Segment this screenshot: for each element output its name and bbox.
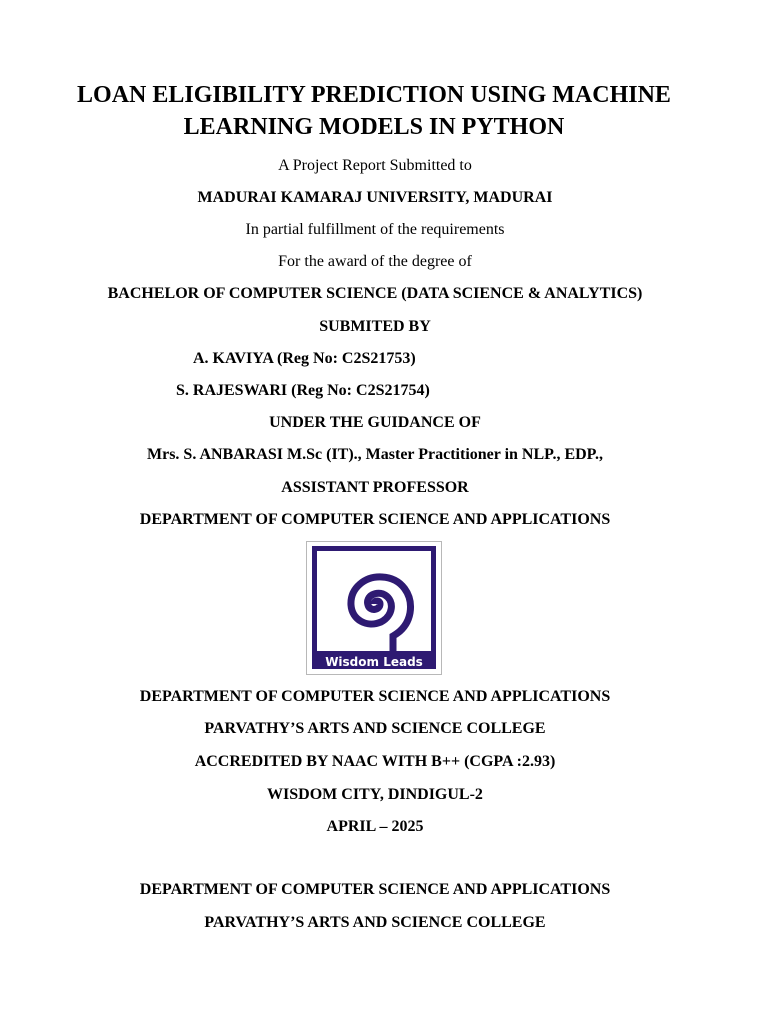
- report-title: [20, 79, 728, 143]
- student-2: S. RAJESWARI (Reg No: C2S21754): [176, 382, 430, 399]
- footer-college: PARVATHY’S ARTS AND SCIENCE COLLEGE: [204, 720, 546, 737]
- spiral-logo-icon: [307, 542, 441, 674]
- department-name: DEPARTMENT OF COMPUTER SCIENCE AND APPLICATIONS: [139, 511, 611, 528]
- footer-department: DEPARTMENT OF COMPUTER SCIENCE AND APPLICATIONS: [139, 688, 611, 705]
- bottom-college: PARVATHY’S ARTS AND SCIENCE COLLEGE: [204, 914, 546, 931]
- footer-city: WISDOM CITY, DINDIGUL-2: [267, 786, 483, 803]
- student-1: A. KAVIYA (Reg No: C2S21753): [193, 350, 416, 367]
- degree-award-text: For the award of the degree of: [278, 253, 472, 270]
- logo-motto: Wisdom Leads: [325, 655, 423, 669]
- submitted-by-label: SUBMITED BY: [319, 318, 431, 335]
- guidance-label: UNDER THE GUIDANCE OF: [269, 414, 481, 431]
- college-logo: [306, 541, 442, 675]
- footer-accreditation: ACCREDITED BY NAAC WITH B++ (CGPA :2.93): [194, 753, 556, 770]
- guide-designation: ASSISTANT PROFESSOR: [281, 479, 469, 496]
- footer-date: APRIL – 2025: [326, 818, 424, 835]
- degree-name: BACHELOR OF COMPUTER SCIENCE (DATA SCIENCE & ANALYTICS): [107, 285, 643, 302]
- partial-fulfillment-text: In partial fulfillment of the requirements: [245, 221, 505, 238]
- title-line-1: LOAN ELIGIBILITY PREDICTION USING MACHINE: [77, 82, 671, 108]
- submitted-to-text: A Project Report Submitted to: [278, 157, 472, 174]
- title-line-2: LEARNING MODELS IN PYTHON: [183, 114, 565, 140]
- university-name: MADURAI KAMARAJ UNIVERSITY, MADURAI: [197, 189, 553, 206]
- guide-name: Mrs. S. ANBARASI M.Sc (IT)., Master Practitioner in NLP., EDP.,: [147, 446, 603, 463]
- bottom-department: DEPARTMENT OF COMPUTER SCIENCE AND APPLICATIONS: [139, 881, 611, 898]
